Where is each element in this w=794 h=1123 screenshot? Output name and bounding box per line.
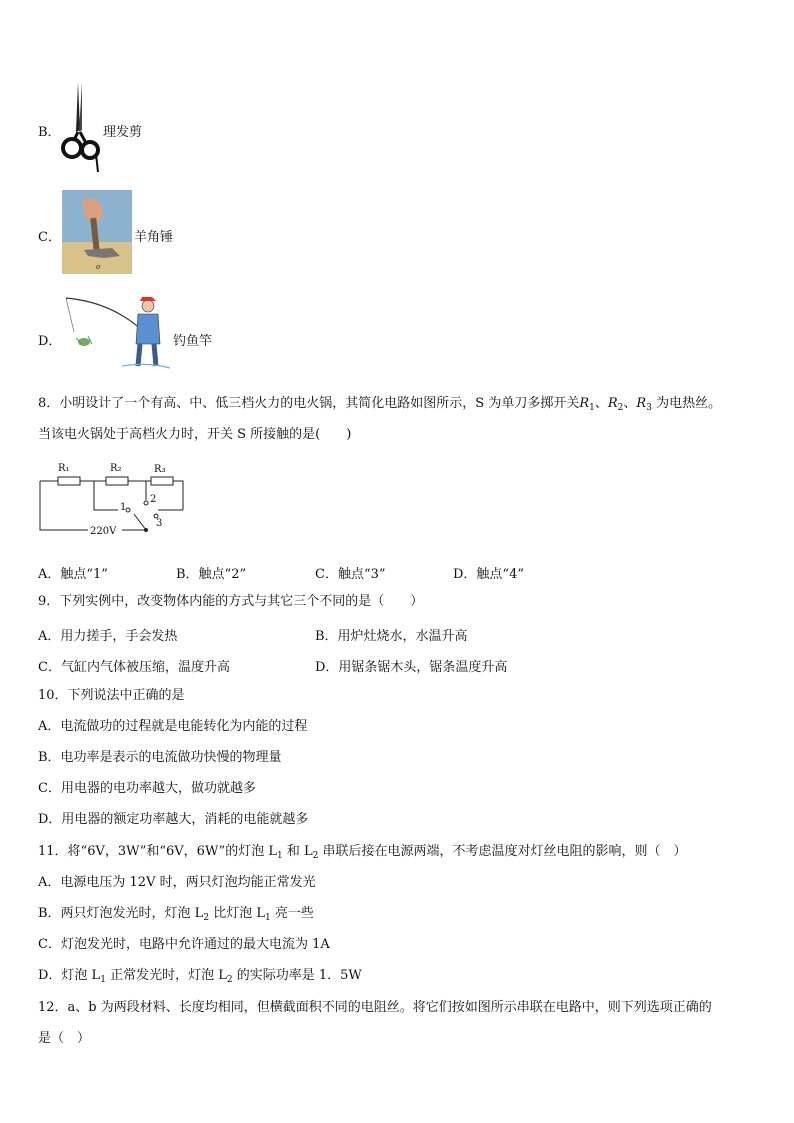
- question-12-line-2: 是（ ）: [38, 1031, 91, 1046]
- q11-option-c: C．灯泡发光时，电路中允许通过的最大电流为 1A: [38, 937, 330, 952]
- circuit-label-voltage: 220V: [90, 526, 117, 537]
- q8-circuit-diagram: [36, 458, 188, 540]
- fishing-rod-image: [62, 292, 170, 374]
- question-8-line-2: 当该电火锅处于高档火力时，开关 S 所接触的是( ): [38, 427, 352, 442]
- question-8-line-1: 8．小明设计了一个有高、中、低三档火力的电火锅，其简化电路如图所示，S 为单刀多掷开关$R_1$、$R_2$、$R_3$ 为电热丝。: [38, 396, 722, 413]
- option-c-name: 羊角锤: [134, 230, 174, 245]
- option-b-label: B．: [38, 125, 61, 140]
- hair-scissors-image: [58, 80, 106, 175]
- circuit-contact-3: 3: [156, 518, 163, 529]
- q10-option-a: A．电流做功的过程就是电能转化为内能的过程: [38, 719, 308, 734]
- circuit-label-r3: R₃: [154, 464, 166, 475]
- q10-option-d: D．用电器的额定功率越大，消耗的电能就越多: [38, 812, 309, 827]
- circuit-label-r1: R₁: [58, 463, 70, 474]
- q8-option-d: D．触点“4”: [453, 567, 524, 582]
- option-d-label: D．: [38, 334, 62, 349]
- circuit-label-r2: R₂: [110, 463, 122, 474]
- option-d-name: 钓鱼竿: [173, 334, 213, 349]
- q9-option-b: B．用炉灶烧水，水温升高: [315, 629, 468, 644]
- q9-option-a: A．用力搓手，手会发热: [38, 629, 178, 644]
- question-9-stem: 9．下列实例中，改变物体内能的方式与其它三个不同的是（ ）: [38, 594, 424, 609]
- svg-text:o: o: [96, 263, 101, 271]
- circuit-contact-1: 1: [120, 502, 127, 513]
- q8-option-c: C．触点“3”: [315, 567, 386, 582]
- question-12-line-1: 12．a、b 为两段材料、长度均相同，但横截面积不同的电阻丝。将它们按如图所示串联在电路中，则下列选项正确的: [38, 1000, 712, 1015]
- q11-option-b: B．两只灯泡发光时，灯泡 $L_2$ 比灯泡 $L_1$ 亮一些: [38, 906, 314, 923]
- question-10-stem: 10．下列说法中正确的是: [38, 688, 185, 703]
- q11-option-a: A．电源电压为 12V 时，两只灯泡均能正常发光: [38, 875, 316, 890]
- q10-option-b: B．电功率是表示的电流做功快慢的物理量: [38, 750, 282, 765]
- claw-hammer-image: [62, 190, 132, 274]
- option-c-label: C．: [38, 230, 61, 245]
- q8-option-a: A．触点“1”: [38, 567, 108, 582]
- circuit-contact-2: 2: [150, 494, 157, 505]
- q9-option-d: D．用锯条锯木头，锯条温度升高: [315, 660, 508, 675]
- option-b-name: 理发剪: [103, 125, 143, 140]
- q8-option-b: B．触点“2”: [176, 567, 247, 582]
- q11-option-d: D．灯泡 $L_1$ 正常发光时，灯泡 $L_2$ 的实际功率是 1．5W: [38, 968, 362, 985]
- q10-option-c: C．用电器的电功率越大，做功就越多: [38, 781, 256, 796]
- question-11-stem: 11．将“6V，3W”和“6V，6W”的灯泡 $L_1$ 和 $L_2$ 串联后接在电源两端，不考虑温度对灯丝电阻的影响，则（ ）: [38, 844, 687, 861]
- q9-option-c: C．气缸内气体被压缩，温度升高: [38, 660, 230, 675]
